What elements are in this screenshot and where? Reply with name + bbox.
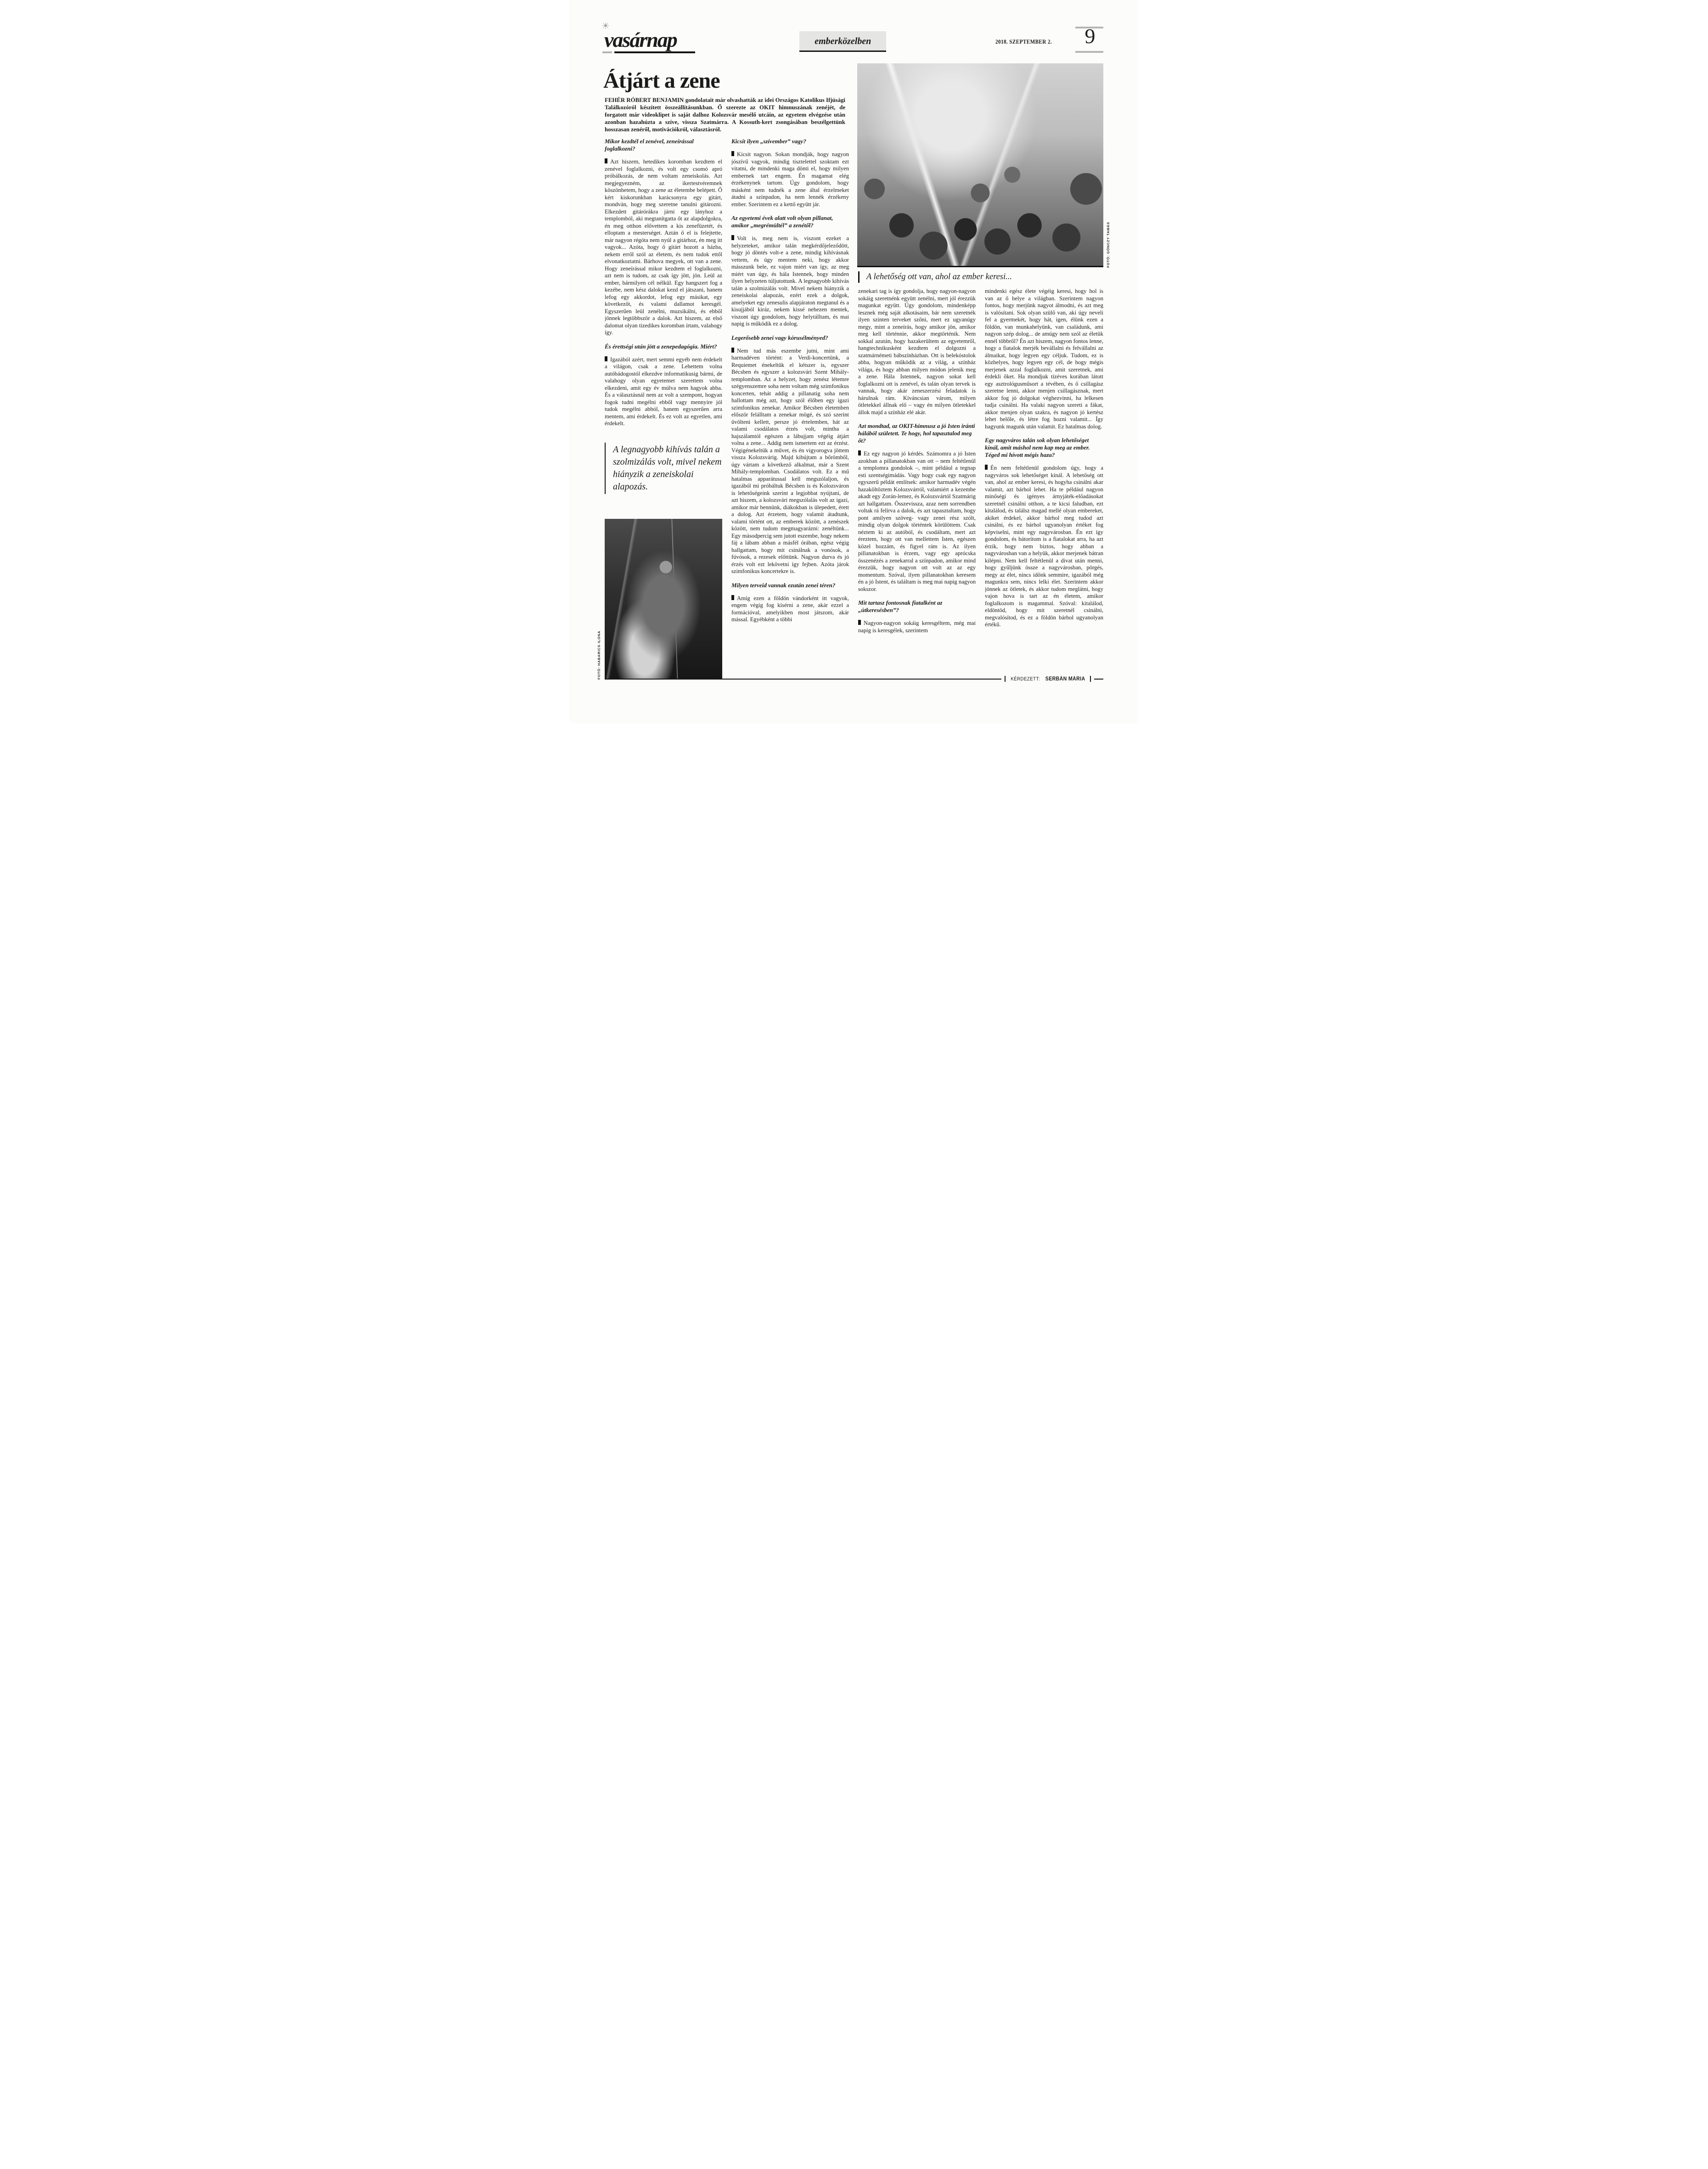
secondary-photo-credit: FOTÓ: HABARICS ILONA <box>597 630 601 680</box>
answer-marker <box>731 595 734 600</box>
footer-rule-end <box>1094 679 1103 680</box>
answer <box>731 235 849 328</box>
column-4 <box>985 288 1103 678</box>
issue-date-text: 2018. SZEPTEMBER 2. <box>995 39 1052 45</box>
masthead-logo: vasárnap <box>604 28 677 51</box>
issue-date <box>995 39 1058 45</box>
question: És érettségi után jött a zenepedagógia. Miért? <box>605 343 717 350</box>
answer <box>605 158 722 337</box>
question: Azt mondtad, az OKIT-himnusz a jó Isten iránti hálából született. Te hogy, hol tapasztalod meg őt? <box>858 422 975 444</box>
column-3 <box>858 288 976 678</box>
answer-text: Azt hiszem, hetedikes koromban kezdtem el zenével foglalkozni, és volt egy csomó apró próbálkozás, de nem voltam zeneiskolás. Azt megjegyezném, az ikertestvéremnek köszönhetem, hogy a zene az életembe belépett. Ő kért kiskorunkban karácsonyra egy gitárt, mondván, hogy meg szeretne tanulni gitározni. Elkezdett gitárórákra járni egy lányhoz a templomból, aki megtanítgatta őt az alapdolgokra, én meg otthon elővettem a kis zenefüzetét, és elloptam a mesterséget. Aztán ő el is felejtette, már nagyon régóta nem nyúl a gitárhoz, én meg itt vagyok... Azóta, hogy ő gitárt hozott a házba, nekem erről szól az életem, és nem tudok ettől elvonatkoztatni. Bárhova megyek, ott van a zene. Hogy zeneírással mikor kezdtem el foglalkozni, azt nem is tudom, az csak így jött, jön. Leül az ember, bármilyen cél nélkül. Egy hangszert fog a kezébe, nem kész dalokat kezd el játszani, hanem lefog egy akkordot, lefog egy másikat, egy következőt, és valami dallamot keresgél. Egyszerűen leül zenélni, muzsikálni, és ebből jönnek legtöbbször a dalok. Azt hiszem, az első dalomat olyan tizedikes koromban írtam, valahogy így. <box>605 158 722 336</box>
answer-continuation: zenekari tag is így gondolja, hogy nagyon-nagyon sokáig szeretnénk együtt zenélni, mert jól érezzük magunkat együtt. Úgy gondolom, mindenképp lesznek még saját alkotásaim, bár nem szeretnék ilyen szinten terveket szőni, mert ez ugyanúgy megy, mint a zeneírás, hogy amikor jön, amikor meg kell történnie, akkor megtörténik. Nem sokkal azután, hogy hazakerültem az egyetemről, hangtechnikusként kezdtem el dolgozni a szatmárnémeti bábszínházban. Ott is belekóstolok abba, hogyan működik az a világ, a színház világa, és hogy abban milyen módon jelenik meg a zene. Hála Istennek, nagyon sokat kell foglalkozni ott is zenével, és talán olyan tervek is vannak, hogy akár zeneszerzési feladatok is hárulnak rám. Kíváncsian várom, milyen ötletekkel állnak elő – vagy én milyen ötletekkel állok majd a színház elé akár. <box>858 288 976 416</box>
answer-text: Volt is, meg nem is, viszont ezeket a helyzeteket, amikor talán megkérdőjeleződött, hogy jó döntés volt-e a zene, mindig kihívásnak vettem, és úgy mentem neki, hogy akkor másszunk bele, ez vajon miért van így, az meg miért van úgy, és hála Istennek, hogy minden ilyen helyzeten túljutottunk. A legnagyobb kihívás talán a szolmizálás volt. Mivel nekem hiányzik a zeneiskolai alapozás, ezért ezek a dolgok, amelyeket egy zenesulis alapjáraton megtanul és a kisujjából kiráz, nekem kissé nehezen mentek, viszont úgy gondolom, hogy helytálltam, és mai napig is működik ez a dolog. <box>731 235 849 327</box>
section-label-box <box>799 31 886 52</box>
sun-icon: ☀ <box>601 20 610 31</box>
answer-continuation: mindenki egész élete végéig keresi, hogy hol is van az ő helye a világban. Szerintem nagyon fontos, hogy merjünk nagyot álmodni, és azt meg is valósítani. Sok olyan szülő van, aki úgy neveli fel a gyermekét, hogy hát, igen, élünk ezen a földön, van munkahelyünk, van családunk, ami nagyon szép dolog... de amúgy nem szól az életük ennél többről? Én azt hiszem, nagyon fontos lenne, hogy a fiatalok merjék bevállalni és felvállalni az álmaikat, hogy legyen egy céljuk. Tudom, ez is közhelyes, hogy legyen egy cél, de hogy mégis merjenek azzal foglalkozni, amit szeretnek, ami érdekli őket. Ha mondjuk tízéves korában látott egy asztrológusműsort a tévében, és ő csillagász szeretne lenni, akkor menjen csillagásznak, mert akkor fog jó dolgokat véghezvinni, ha lelkesen tudja csinálni. Ha valaki nagyon szereti a fákat, akkor menjen olyan szakra, és nagyon jó kertész lehet belőle, és létre fog hozni valamit... Így hagyunk magunk után valamit. Ez hatalmas dolog. <box>985 288 1103 430</box>
column-1 <box>605 138 722 436</box>
answer <box>858 450 976 593</box>
pull-quote: A legnagyobb kihívás talán a szolmizálás volt, mivel nekem hiányzik a zeneiskolai alapozás. <box>605 443 723 494</box>
answer-text: Nem tud más eszembe jutni, mint ami harmadéven történt: a Verdi-koncertünk, a Requiemet énekeltük el kétszer is, egyszer Bécsben és egyszer a kolozsvári Szent Mihály-templomban. Az a helyzet, hogy zenész létemre szégyenszemre soha nem voltam még szimfonikus koncerten, tehát addig a pillanatig soha nem hallottam még azt, hogy szól élőben egy igazi szimfonikus zenekar. Amikor Bécsben életemben először felálltam a zenekar mögé, és szó szerint üvölteni kellett, persze jó értelemben, hát az valami csodálatos érzés volt, mintha a hajszálamtól egészen a lábujjam végéig átjárt volna a zene... Addig nem ismertem ezt az érzést. Végigénekeltük a művet, és én vigyorogva jöttem vissza Kolozsvárig. Majd kibújtam a bőrömből, úgy vártam a következő alkalmat, már a Szent Mihály-templomban. Csodálatos volt. Ez a mű hatalmas apparátussal kell megszólaljon, és igazából mi próbáltuk Bécsben is és Kolozsváron is lehetőségeink szerint a legjobbat nyújtani, de azt hiszem, a kolozsvári megszólalás volt az igazi, amikor már bennünk, diákokban is ülepedett, érett a dolog. Azt érzetem, hogy valamit átadtunk, valami történt ott, az emberek között, a zenészek között, nem tudom megmagyarázni: zenéltünk... Egy másodpercig sem jutott eszembe, hogy nekem fáj a lábam abban a másfél órában, egész végig hallgattam, hogy mit csinálnak a vonósok, a fúvósok, a rezesek előttünk. Nagyon durva és jó érzés volt ezt lekövetni így fejben. Azóta járok szimfonikus koncertekre is. <box>731 347 849 574</box>
answer-marker <box>731 348 734 353</box>
section-label: emberközelben <box>814 35 871 46</box>
page-number: 9 <box>1084 24 1096 48</box>
answer <box>605 356 722 427</box>
answer <box>985 465 1103 629</box>
answer-marker <box>731 235 734 240</box>
question: Milyen terveid vannak ezután zenei téren? <box>731 581 836 589</box>
interviewee-name: FEHÉR RÓBERT BENJAMIN <box>605 97 684 103</box>
answer-marker <box>985 465 988 470</box>
answer <box>731 595 849 624</box>
answer-text: Én nem feltétlenül gondolom úgy, hogy a nagyváros sok lehetőséget kínál. A lehetőség ott van, ahol az ember keresi, és hogyha csinálni akar valamit, azt bárhol lehet. Ha te például nagyon minőségi és igényes árnyjáték-előadásokat szeretnél csinálni otthon, a te kicsi faludban, ezt kitalálod, és találsz magad mellé olyan embereket, akiket érdekel, akkor bárhol meg tudod azt csinálni, és ez bárhol ugyanolyan értéket fog képviselni, mint egy nagyvárosban. Én ezt így gondolom, és bátorítom is a fiatalokat arra, ha azt érzik, hogy nem biztos, hogy abban a nagyvárosban van a helyük, akkor merjenek bátran kilépni. Nem kell feltétlenül a divat után menni, hogy gyűljünk össze a nagyvárosban, pörgés, megy az élet, nincs időnk semmire, igazából még magunkra sem, nincs lelki élet. Szerintem akkor jönnek az ötletek, és akkor tudom meglátni, hogy vajon hova is tart az én életem, amikor foglalkozom is magammal. Szóval: kitalálod, eldöntöd, hogy mit szeretnél csinálni, megvalósítod, és ez a földön bárhol ugyanolyan értékű. <box>985 465 1103 628</box>
question: Mit tartasz fontosnak fiatalként az „útkeresésben”? <box>858 599 943 613</box>
logo-underline-black <box>614 51 695 53</box>
answer-text: Ez egy nagyon jó kérdés. Számomra a jó Isten azokban a pillanatokban van ott – nem feltétlenül a templomra gondolok –, mint például a tegnap esti szentségimádás. Vagy hogy csak egy nagyon egyszerű példát említsek: amikor harmadév végén hazaköltöztem Kolozsvárról, valamiért a kezembe akadt egy Zorán-lemez, és Kolozsvártól Szatmárig azt hallgattam. Összevissza, azaz nem sorrendben voltak rá felírva a dalok, és azt tapasztaltam, hogy pont amilyen szöveg- vagy zenei rész szólt, mindig olyan dolgok történtek körülöttem. Csak néztem ki az autóból, és csodáltam, mert azt éreztem, hogy ott van mellettem Isten, egészen közel hozzám, és figyel rám is. Az ilyen pillanatokban is érzem, vagy egy aprócska összenézés a zenekarral a színpadon, amikor mind érezzük, hogy nagyon ott volt az az egy momentum. Szóval, ilyen pillanatokban keresem én a jó Istent, és találtam is meg mai napig nagyon sokszor. <box>858 450 976 592</box>
main-photo-credit: FOTÓ: GÖNCZY TAMÁS <box>1106 222 1110 268</box>
newspaper-page <box>569 0 1139 723</box>
column-2 <box>731 138 849 678</box>
answer-text: Amíg ezen a földön vándorként itt vagyok, engem végig fog kísérni a zene, akár ezzel a formációval, amelyikben most játszom, akár mással. Egyébként a többi <box>731 595 849 623</box>
answer <box>858 620 976 634</box>
footer-rule-line <box>605 679 1001 680</box>
page-edge-bar-bottom <box>1075 51 1103 53</box>
question: Egy nagyváros talán sok olyan lehetőséget kínál, amit máshol nem kap meg az ember. Téged mi hívott mégis haza? <box>985 437 1090 458</box>
answer-marker <box>731 151 734 156</box>
footer-rule <box>605 676 1103 682</box>
article-headline: Átjárt a zene <box>603 68 720 93</box>
answer-text: Kicsit nagyon. Sokan mondják, hogy nagyon jószívű vagyok, mindig tisztelettel szoktam ezt vitatni, de mindenki maga dönti el, hogy milyen embernek tart engem. Én magamat elég érzékenynek tartom. Úgy gondolom, hogy másként nem tudnék a zene által érzelmeket átadni a színpadon, ha nem lennék érzékeny ember. Szerintem ez a kettő együtt jár. <box>731 151 849 208</box>
answer-text: Igazából azért, mert semmi egyéb nem érdekelt a világon, csak a zene. Lehettem volna autóbádogostól elkezdve informatikusig bármi, de valahogy olyan egyetemet szerettem volna elkezdeni, amit egy év múlva nem hagyok abba. És a választásnál nem az volt a szempont, hogyan fogok tudni megélni ebből vagy mennyire jól tudok megélni abból, hanem egyszerűen arra mentem, ami érdekelt. És ez volt az egyetlen, ami érdekelt. <box>605 356 722 427</box>
question: Mikor kezdtél el zenével, zeneírással foglalkozni? <box>605 138 694 152</box>
interviewer-label: KÉRDEZETT: <box>1010 676 1040 682</box>
question: Legerősebb zenei vagy kórusélményed? <box>731 334 828 341</box>
footer-tick-right <box>1090 676 1091 682</box>
interviewer-name: SERBÁN MÁRIA <box>1045 676 1085 682</box>
article-lead <box>605 96 845 133</box>
guitarist-photo <box>605 519 722 680</box>
answer-marker <box>858 450 861 455</box>
crowd-concert-photo <box>857 63 1103 267</box>
photo-caption: A lehetőség ott van, ahol az ember keresi... <box>858 271 1103 283</box>
answer-marker <box>605 356 607 361</box>
question: Az egyetemi évek alatt volt olyan pillanat, amikor „megrémültél” a zenétől? <box>731 214 833 229</box>
footer-tick-left <box>1005 676 1006 682</box>
lead-text: gondolatait már olvashatták az idei Országos Katolikus Ifjúsági Találkozóról készített összeállításunkban. Ő szerezte az OKIT himnuszának zenéjét, de forgatott már videoklipet is saját dalhoz Kolozsvár mesélő utcáin, az egyetem elvégzése után azonban hazahúzta a szíve, vissza Szatmárra. A Kossuth-kert zsongásában beszélgettünk hosszasan zenéről, motivációkról, választásról. <box>605 97 845 133</box>
question: Kicsit ilyen „szívember” vagy? <box>731 138 806 145</box>
answer <box>731 151 849 208</box>
answer <box>731 348 849 575</box>
answer-marker <box>605 158 607 163</box>
logo-underline-gray <box>602 51 612 53</box>
answer-marker <box>858 620 861 625</box>
answer-text: Nagyon-nagyon sokáig keresgéltem, még mai napig is keresgélek, szerintem <box>858 620 976 634</box>
